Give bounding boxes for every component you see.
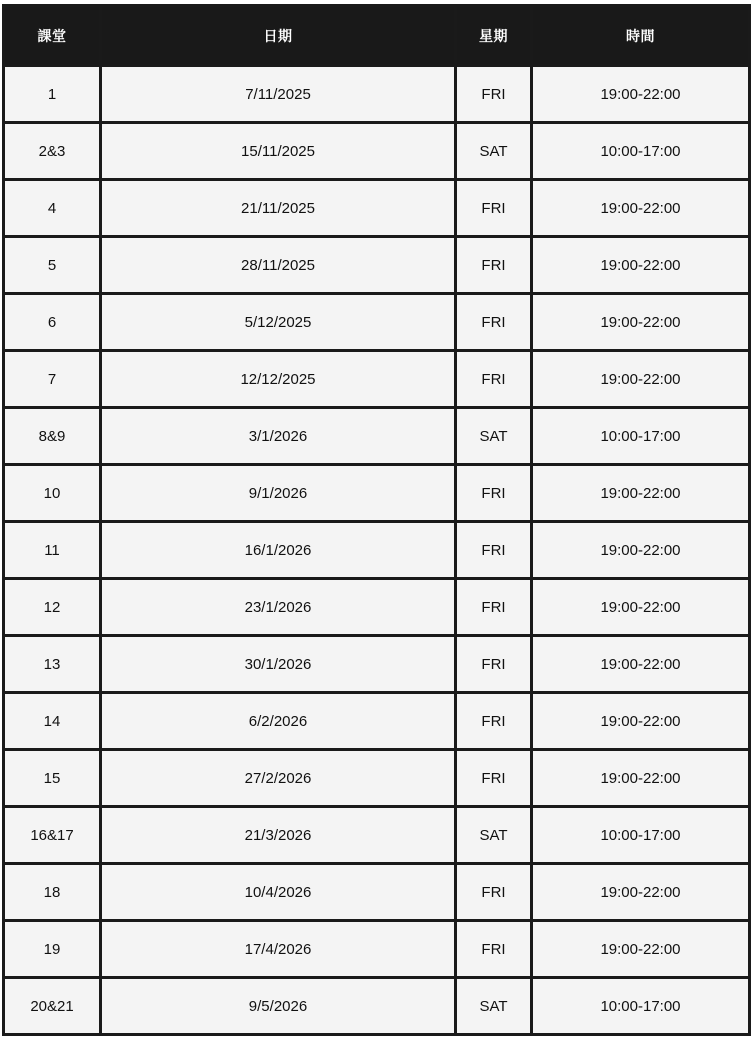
weekday-cell: FRI	[456, 579, 532, 636]
schedule-table	[2, 4, 751, 1036]
table-row	[4, 294, 750, 351]
time-cell: 19:00-22:00	[532, 522, 750, 579]
lesson-cell: 19	[4, 921, 101, 978]
header-date: 日期	[101, 6, 456, 66]
schedule-table-container	[2, 4, 748, 1054]
time-cell: 19:00-22:00	[532, 237, 750, 294]
time-cell: 19:00-22:00	[532, 66, 750, 123]
time-cell: 19:00-22:00	[532, 636, 750, 693]
date-cell: 12/12/2025	[101, 351, 456, 408]
header-time: 時間	[532, 6, 750, 66]
time-cell: 10:00-17:00	[532, 978, 750, 1035]
date-cell: 16/1/2026	[101, 522, 456, 579]
table-header	[4, 6, 750, 66]
time-cell: 10:00-17:00	[532, 123, 750, 180]
date-cell: 27/2/2026	[101, 750, 456, 807]
date-cell: 30/1/2026	[101, 636, 456, 693]
date-cell: 23/1/2026	[101, 579, 456, 636]
header-lesson: 課堂	[4, 6, 101, 66]
weekday-cell: FRI	[456, 636, 532, 693]
table-row	[4, 351, 750, 408]
weekday-cell: SAT	[456, 123, 532, 180]
lesson-cell: 6	[4, 294, 101, 351]
date-cell: 10/4/2026	[101, 864, 456, 921]
lesson-cell: 20&21	[4, 978, 101, 1035]
weekday-cell: SAT	[456, 978, 532, 1035]
date-cell: 21/11/2025	[101, 180, 456, 237]
date-cell: 17/4/2026	[101, 921, 456, 978]
lesson-cell: 12	[4, 579, 101, 636]
lesson-cell: 18	[4, 864, 101, 921]
date-cell: 5/12/2025	[101, 294, 456, 351]
time-cell: 19:00-22:00	[532, 693, 750, 750]
table-row	[4, 579, 750, 636]
lesson-cell: 8&9	[4, 408, 101, 465]
table-body	[4, 66, 750, 1035]
table-row	[4, 978, 750, 1035]
time-cell: 19:00-22:00	[532, 294, 750, 351]
table-row	[4, 921, 750, 978]
weekday-cell: FRI	[456, 237, 532, 294]
date-cell: 7/11/2025	[101, 66, 456, 123]
date-cell: 15/11/2025	[101, 123, 456, 180]
table-row	[4, 180, 750, 237]
table-row	[4, 408, 750, 465]
weekday-cell: FRI	[456, 864, 532, 921]
weekday-cell: FRI	[456, 465, 532, 522]
lesson-cell: 7	[4, 351, 101, 408]
lesson-cell: 10	[4, 465, 101, 522]
table-row	[4, 807, 750, 864]
time-cell: 10:00-17:00	[532, 408, 750, 465]
table-row	[4, 522, 750, 579]
table-row	[4, 123, 750, 180]
date-cell: 9/5/2026	[101, 978, 456, 1035]
table-row	[4, 66, 750, 123]
date-cell: 28/11/2025	[101, 237, 456, 294]
weekday-cell: FRI	[456, 693, 532, 750]
lesson-cell: 14	[4, 693, 101, 750]
time-cell: 19:00-22:00	[532, 864, 750, 921]
lesson-cell: 11	[4, 522, 101, 579]
lesson-cell: 13	[4, 636, 101, 693]
lesson-cell: 15	[4, 750, 101, 807]
weekday-cell: FRI	[456, 750, 532, 807]
time-cell: 19:00-22:00	[532, 750, 750, 807]
table-row	[4, 237, 750, 294]
weekday-cell: SAT	[456, 408, 532, 465]
table-row	[4, 465, 750, 522]
weekday-cell: FRI	[456, 522, 532, 579]
table-row	[4, 693, 750, 750]
lesson-cell: 5	[4, 237, 101, 294]
table-row	[4, 636, 750, 693]
lesson-cell: 1	[4, 66, 101, 123]
table-row	[4, 750, 750, 807]
time-cell: 19:00-22:00	[532, 921, 750, 978]
weekday-cell: SAT	[456, 807, 532, 864]
weekday-cell: FRI	[456, 294, 532, 351]
date-cell: 3/1/2026	[101, 408, 456, 465]
time-cell: 10:00-17:00	[532, 807, 750, 864]
lesson-cell: 4	[4, 180, 101, 237]
header-weekday: 星期	[456, 6, 532, 66]
time-cell: 19:00-22:00	[532, 351, 750, 408]
weekday-cell: FRI	[456, 921, 532, 978]
weekday-cell: FRI	[456, 180, 532, 237]
date-cell: 21/3/2026	[101, 807, 456, 864]
lesson-cell: 16&17	[4, 807, 101, 864]
time-cell: 19:00-22:00	[532, 180, 750, 237]
date-cell: 6/2/2026	[101, 693, 456, 750]
header-row	[4, 6, 750, 66]
table-row	[4, 864, 750, 921]
time-cell: 19:00-22:00	[532, 579, 750, 636]
time-cell: 19:00-22:00	[532, 465, 750, 522]
lesson-cell: 2&3	[4, 123, 101, 180]
date-cell: 9/1/2026	[101, 465, 456, 522]
weekday-cell: FRI	[456, 66, 532, 123]
weekday-cell: FRI	[456, 351, 532, 408]
